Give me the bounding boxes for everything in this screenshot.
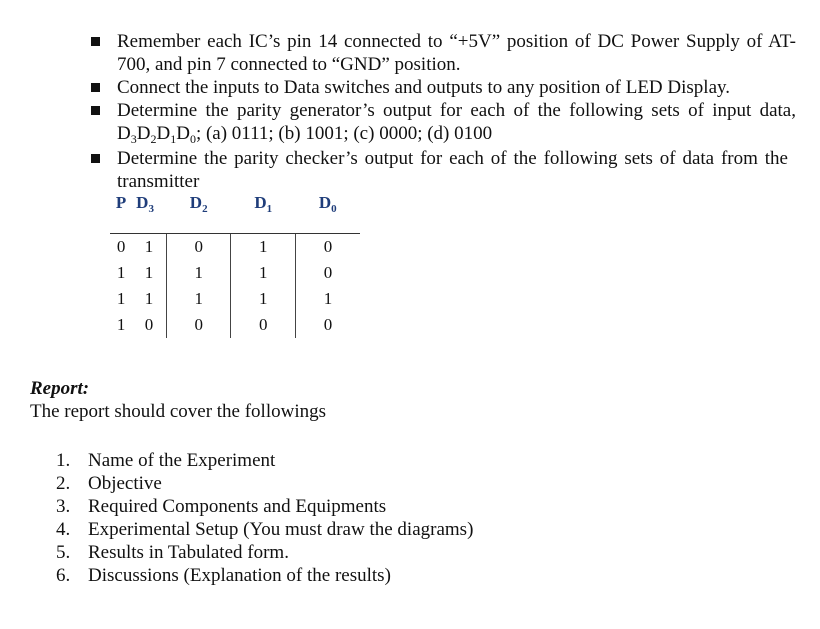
instruction-list (0, 30, 820, 193)
instruction-item (0, 30, 820, 76)
list-item: 5. Results in Tabulated form. (56, 542, 289, 563)
list-item: 1. Name of the Experiment (56, 450, 276, 471)
instruction-text: Remember each IC’s pin 14 connected to “+5V” position of DC Power Supply of AT-700, and pin 7 connected to “GND” position. (117, 31, 796, 75)
instruction-item (0, 147, 820, 193)
table-row: 0 1 0 1 0 (110, 234, 360, 260)
square-bullet-icon (91, 154, 100, 163)
column-header-d0: $D_0$ (318, 193, 337, 215)
list-item: 2. Objective (56, 473, 162, 494)
column-header-p: P (115, 193, 127, 212)
square-bullet-icon (91, 106, 100, 115)
instruction-item (0, 99, 820, 147)
column-header-d1: $D_1$ (254, 193, 273, 215)
report-intro: The report should cover the followings (30, 401, 327, 422)
list-item: 3. Required Components and Equipments (56, 496, 387, 517)
instruction-text-main: Determine the parity generator’s output for each of the following sets of input data, (117, 100, 796, 121)
input-sets: ; (a) 0111; (b) 1001; (c) 0000; (d) 0100 (195, 123, 493, 144)
data-order: $D_3D_2D_1D_0$ (117, 123, 196, 146)
table-row: 1 1 1 1 0 (110, 260, 360, 286)
square-bullet-icon (91, 37, 100, 46)
list-item: 4. Experimental Setup (You must draw the diagrams) (56, 519, 474, 540)
report-heading: Report: (30, 378, 90, 399)
table-row: 1 0 0 0 0 (110, 312, 360, 338)
square-bullet-icon (91, 83, 100, 92)
report-items-list (56, 449, 473, 587)
table-header-row (110, 193, 360, 223)
table-row: 1 1 1 1 1 (110, 286, 360, 312)
instruction-text (117, 99, 796, 147)
parity-table (110, 193, 360, 338)
column-header-d3: $D_3$ (136, 193, 154, 215)
list-item: 6. Discussions (Explanation of the results) (56, 565, 391, 586)
instruction-text: Determine the parity checker’s output for each of the following sets of data from the transmitter (117, 148, 788, 192)
column-header-d2: $D_2$ (189, 193, 208, 215)
instruction-text: Connect the inputs to Data switches and outputs to any position of LED Display. (117, 77, 731, 98)
instruction-item (0, 76, 820, 99)
